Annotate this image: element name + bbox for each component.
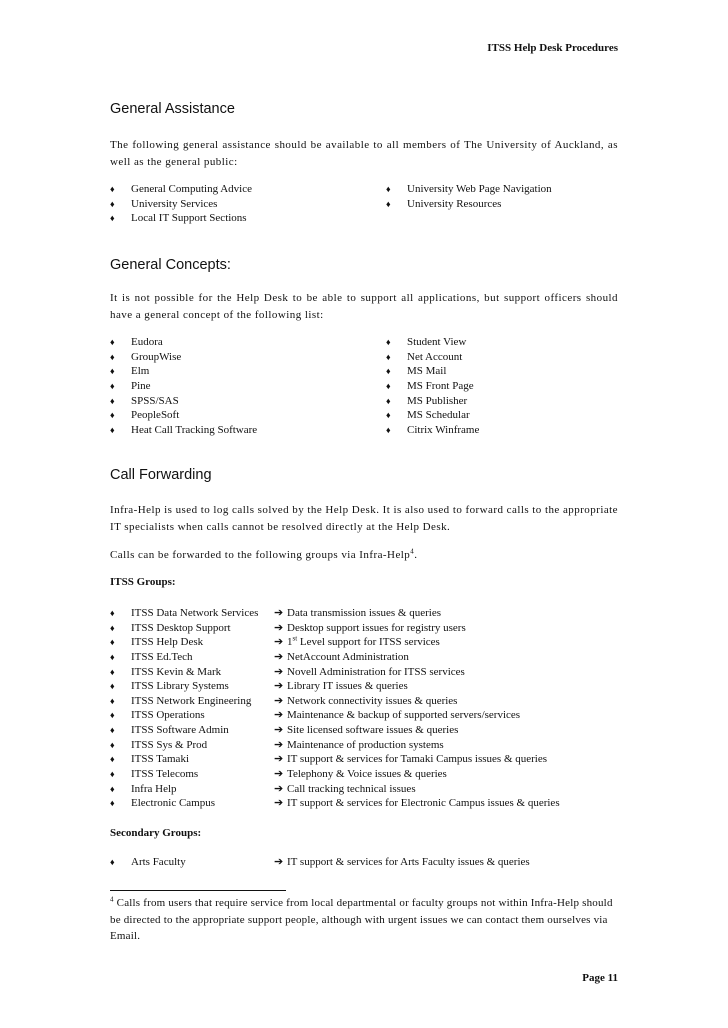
- diamond-bullet-icon: ♦: [110, 710, 115, 721]
- heading-call-forwarding: Call Forwarding: [110, 467, 212, 483]
- diamond-bullet-icon: ♦: [110, 695, 115, 706]
- group-description: [287, 796, 560, 811]
- arrow-right-icon: ➔: [274, 650, 284, 663]
- list-item-text: PeopleSoft: [131, 409, 180, 422]
- list-item-text: MS Publisher: [407, 394, 468, 407]
- diamond-bullet-icon: ♦: [110, 651, 115, 662]
- group-description: [287, 782, 416, 797]
- arrow-right-icon: ➔: [274, 636, 284, 649]
- group-name: ITSS Help Desk: [131, 636, 204, 649]
- group-row: [110, 679, 630, 694]
- description-text: IT support & services for Arts Faculty issues & queries: [287, 856, 530, 868]
- diamond-bullet-icon: ♦: [110, 798, 115, 809]
- list-item: [110, 182, 630, 197]
- list-item: [110, 379, 630, 394]
- group-description: [287, 723, 458, 738]
- group-row: [110, 738, 630, 753]
- description-text: Telephony & Voice issues & queries: [287, 768, 447, 781]
- diamond-bullet-icon: ♦: [386, 198, 391, 209]
- diamond-bullet-icon: ♦: [386, 366, 391, 377]
- description-text: Maintenance of production systems: [287, 738, 444, 751]
- arrow-right-icon: ➔: [274, 768, 284, 781]
- footnote-separator: [110, 890, 286, 891]
- heading-general-concepts: General Concepts:: [110, 257, 231, 273]
- list-item-text: University Web Page Navigation: [407, 183, 552, 195]
- group-name: ITSS Data Network Services: [131, 607, 259, 619]
- description-text: Network connectivity issues & queries: [287, 694, 458, 707]
- group-description: [287, 752, 547, 767]
- arrow-right-icon: ➔: [274, 797, 284, 810]
- group-description: [287, 665, 465, 680]
- diamond-bullet-icon: ♦: [110, 681, 115, 692]
- secondary-groups-list: [110, 855, 630, 870]
- arrow-right-icon: ➔: [274, 665, 284, 678]
- general-concepts-paragraph: It is not possible for the Help Desk to be able to support all applications, but support officers should have a general concept of the following list:: [110, 292, 618, 321]
- group-name: ITSS Library Systems: [131, 680, 229, 693]
- description-text: IT support & services for Tamaki Campus issues & queries: [287, 753, 548, 766]
- list-item-text: General Computing Advice: [131, 183, 252, 195]
- diamond-bullet-icon: ♦: [110, 198, 115, 209]
- group-description: [287, 694, 457, 709]
- page-number: Page 11: [582, 972, 618, 984]
- list-item: [110, 211, 630, 226]
- list-item-text: Local IT Support Sections: [131, 212, 247, 225]
- call-forwarding-groups-intro: [110, 547, 618, 564]
- group-name: ITSS Ed.Tech: [131, 650, 193, 663]
- list-item: [110, 394, 630, 409]
- heading-general-assistance: General Assistance: [110, 101, 235, 117]
- heading-secondary-groups: Secondary Groups:: [110, 827, 202, 839]
- group-row: [110, 708, 630, 723]
- group-description: [287, 855, 530, 870]
- diamond-bullet-icon: ♦: [110, 622, 115, 633]
- group-name: Infra Help: [131, 782, 177, 795]
- group-row: [110, 796, 630, 811]
- diamond-bullet-icon: ♦: [386, 184, 391, 194]
- arrow-right-icon: ➔: [274, 709, 284, 722]
- description-text: Call tracking technical issues: [287, 782, 416, 795]
- list-item: [110, 423, 630, 438]
- group-name: ITSS Sys & Prod: [131, 738, 208, 751]
- list-item-text: Elm: [131, 365, 150, 378]
- list-item: [110, 364, 630, 379]
- group-row: [110, 665, 630, 680]
- call-forwarding-paragraph: Infra-Help is used to log calls solved by the Help Desk. It is also used to forward calls to the appropriate IT specialists when calls cannot be resolved directly at the Help Desk.: [110, 504, 618, 533]
- description-text: Maintenance & backup of supported servers/services: [287, 709, 521, 722]
- footnote-marker: 4: [110, 895, 114, 904]
- list-item-text: MS Mail: [407, 365, 447, 378]
- group-row: [110, 606, 630, 621]
- diamond-bullet-icon: ♦: [110, 725, 115, 736]
- description-text: Library IT issues & queries: [287, 680, 408, 693]
- group-row: [110, 782, 630, 797]
- group-row: [110, 752, 630, 767]
- diamond-bullet-icon: ♦: [110, 754, 115, 765]
- group-description: [287, 767, 447, 782]
- diamond-bullet-icon: ♦: [386, 425, 391, 436]
- description-text: Novell Administration for ITSS services: [287, 665, 465, 678]
- footnote-reference: 4: [410, 547, 415, 556]
- arrow-right-icon: ➔: [274, 753, 284, 766]
- diamond-bullet-icon: ♦: [110, 410, 115, 421]
- diamond-bullet-icon: ♦: [386, 337, 391, 347]
- group-name: ITSS Telecoms: [131, 768, 199, 781]
- intro-end: .: [414, 549, 418, 561]
- diamond-bullet-icon: ♦: [110, 666, 115, 677]
- list-item: [110, 197, 630, 212]
- description-text: Desktop support issues for registry users: [287, 621, 466, 634]
- arrow-right-icon: ➔: [274, 738, 284, 751]
- group-description: [287, 738, 444, 753]
- list-item-text: SPSS/SAS: [131, 394, 179, 407]
- footnote: [110, 895, 620, 945]
- group-row: [110, 694, 630, 709]
- description-text: Data transmission issues & queries: [287, 607, 441, 619]
- list-item-text: MS Schedular: [407, 409, 470, 422]
- arrow-right-icon: ➔: [274, 782, 284, 795]
- group-name: ITSS Network Engineering: [131, 694, 252, 707]
- description-text: NetAccount Administration: [287, 650, 409, 663]
- group-name: ITSS Operations: [131, 709, 205, 722]
- group-name: Arts Faculty: [131, 856, 186, 868]
- list-item: [110, 335, 630, 350]
- itss-groups-list: [110, 606, 630, 811]
- heading-itss-groups: ITSS Groups:: [110, 576, 176, 588]
- group-row: [110, 621, 630, 636]
- description-text: IT support & services for Electronic Campus issues & queries: [287, 797, 560, 810]
- diamond-bullet-icon: ♦: [386, 410, 391, 421]
- intro-text: Calls can be forwarded to the following groups via Infra-Help: [110, 549, 411, 561]
- diamond-bullet-icon: ♦: [110, 783, 115, 794]
- diamond-bullet-icon: ♦: [110, 381, 115, 392]
- list-item-text: University Services: [131, 197, 218, 210]
- diamond-bullet-icon: ♦: [110, 366, 115, 377]
- diamond-bullet-icon: ♦: [110, 337, 115, 347]
- diamond-bullet-icon: ♦: [110, 769, 115, 780]
- footnote-text: Calls from users that require service from local departmental or faculty groups not within Infra-Help should be directed to the appropriate support people, although with urgent issues we can contact them ourselves via Email.: [110, 897, 613, 942]
- diamond-bullet-icon: ♦: [110, 184, 115, 194]
- list-item: [110, 350, 630, 365]
- general-assistance-list: [110, 182, 630, 226]
- group-description: [287, 708, 520, 723]
- group-row: [110, 635, 630, 650]
- arrow-right-icon: ➔: [274, 724, 284, 737]
- group-name: ITSS Tamaki: [131, 753, 189, 766]
- arrow-right-icon: ➔: [274, 680, 284, 693]
- diamond-bullet-icon: ♦: [110, 351, 115, 362]
- group-description: [287, 606, 441, 621]
- description-text: Level support for ITSS services: [297, 636, 440, 649]
- list-item: [110, 408, 630, 423]
- list-item-text: GroupWise: [131, 350, 182, 363]
- group-row: [110, 723, 630, 738]
- group-description: [287, 621, 466, 636]
- diamond-bullet-icon: ♦: [110, 857, 115, 867]
- group-row: [110, 650, 630, 665]
- diamond-bullet-icon: ♦: [386, 381, 391, 392]
- group-name: ITSS Software Admin: [131, 724, 229, 737]
- ordinal-suffix: st: [292, 634, 298, 643]
- group-name: ITSS Kevin & Mark: [131, 665, 222, 678]
- diamond-bullet-icon: ♦: [110, 608, 115, 618]
- list-item-text: Pine: [131, 380, 151, 393]
- diamond-bullet-icon: ♦: [110, 739, 115, 750]
- diamond-bullet-icon: ♦: [110, 395, 115, 406]
- arrow-right-icon: ➔: [274, 694, 284, 707]
- arrow-right-icon: ➔: [274, 621, 284, 634]
- group-description: [287, 635, 440, 650]
- diamond-bullet-icon: ♦: [386, 351, 391, 362]
- diamond-bullet-icon: ♦: [110, 213, 115, 224]
- group-description: [287, 679, 408, 694]
- arrow-right-icon: ➔: [274, 856, 284, 868]
- diamond-bullet-icon: ♦: [110, 425, 115, 436]
- diamond-bullet-icon: ♦: [110, 637, 115, 648]
- group-row: [110, 855, 630, 870]
- group-name: ITSS Desktop Support: [131, 621, 231, 634]
- running-header: ITSS Help Desk Procedures: [487, 42, 618, 54]
- group-row: [110, 767, 630, 782]
- list-item-text: Eudora: [131, 336, 163, 348]
- list-item-text: MS Front Page: [407, 380, 474, 393]
- diamond-bullet-icon: ♦: [386, 395, 391, 406]
- group-description: [287, 650, 409, 665]
- list-item-text: University Resources: [407, 197, 502, 210]
- general-assistance-paragraph: The following general assistance should be available to all members of The University of Auckland, as well as the general public:: [110, 139, 618, 168]
- arrow-right-icon: ➔: [274, 607, 284, 619]
- list-item-text: Heat Call Tracking Software: [131, 424, 258, 437]
- list-item-text: Net Account: [407, 350, 463, 363]
- description-text: Site licensed software issues & queries: [287, 724, 459, 737]
- list-item-text: Citrix Winframe: [407, 424, 480, 437]
- list-item-text: Student View: [407, 336, 467, 348]
- general-concepts-list: [110, 335, 630, 438]
- description-prefix: 1: [287, 636, 293, 649]
- group-name: Electronic Campus: [131, 797, 216, 810]
